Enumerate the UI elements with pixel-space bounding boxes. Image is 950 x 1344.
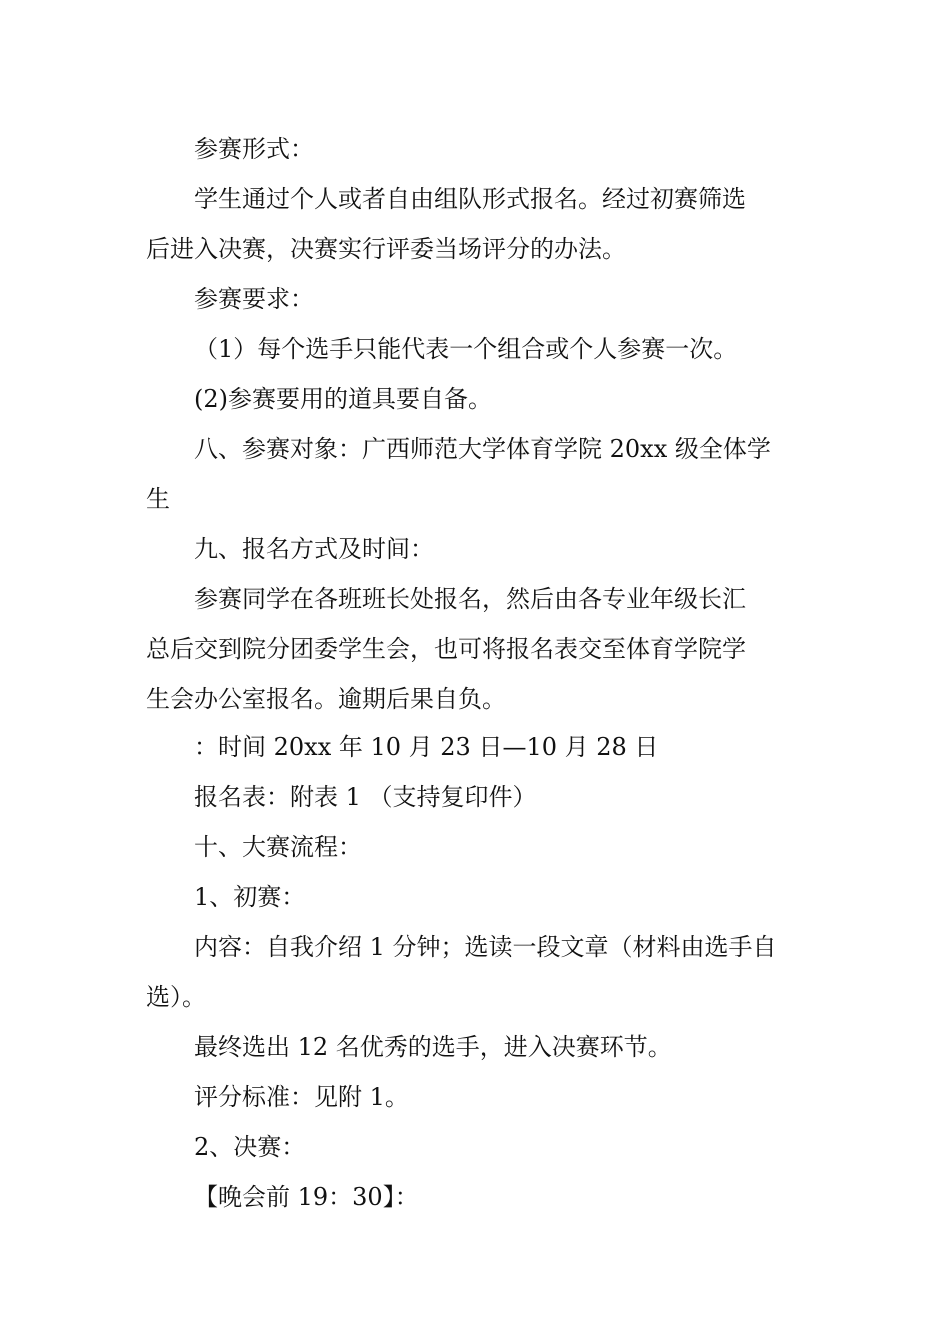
text-line: 生 [146, 485, 170, 513]
text-line: 生会办公室报名。逾期后果自负。 [146, 685, 506, 713]
text-line: 后进入决赛，决赛实行评委当场评分的办法。 [146, 235, 626, 263]
text-line: （1）每个选手只能代表一个组合或个人参赛一次。 [194, 335, 738, 363]
text-line: 总后交到院分团委学生会，也可将报名表交至体育学院学 [146, 635, 746, 663]
text-line: 十、大赛流程： [194, 833, 362, 861]
text-line: 内容：自我介绍 1 分钟；选读一段文章（材料由选手自 [194, 933, 777, 961]
text-line: 1、初赛： [194, 883, 306, 911]
text-line: (2)参赛要用的道具要自备。 [194, 385, 492, 413]
text-line: 八、参赛对象：广西师范大学体育学院 20xx 级全体学 [194, 435, 771, 463]
text-line: 最终选出 12 名优秀的选手，进入决赛环节。 [194, 1033, 672, 1061]
text-line: 学生通过个人或者自由组队形式报名。经过初赛筛选 [194, 185, 746, 213]
text-line: 报名表：附表 1 （支持复印件） [194, 783, 537, 811]
text-line: 【晚会前 19：30】： [194, 1183, 419, 1211]
text-line: ：时间 20xx 年 10 月 23 日—10 月 28 日 [194, 733, 659, 761]
text-line: 2、决赛： [194, 1133, 306, 1161]
text-line: 评分标准：见附 1。 [194, 1083, 409, 1111]
text-line: 参赛同学在各班班长处报名，然后由各专业年级长汇 [194, 585, 746, 613]
text-line: 选）。 [146, 983, 206, 1011]
text-line: 参赛形式： [194, 135, 314, 163]
text-line: 参赛要求： [194, 285, 314, 313]
text-line: 九、报名方式及时间： [194, 535, 434, 563]
